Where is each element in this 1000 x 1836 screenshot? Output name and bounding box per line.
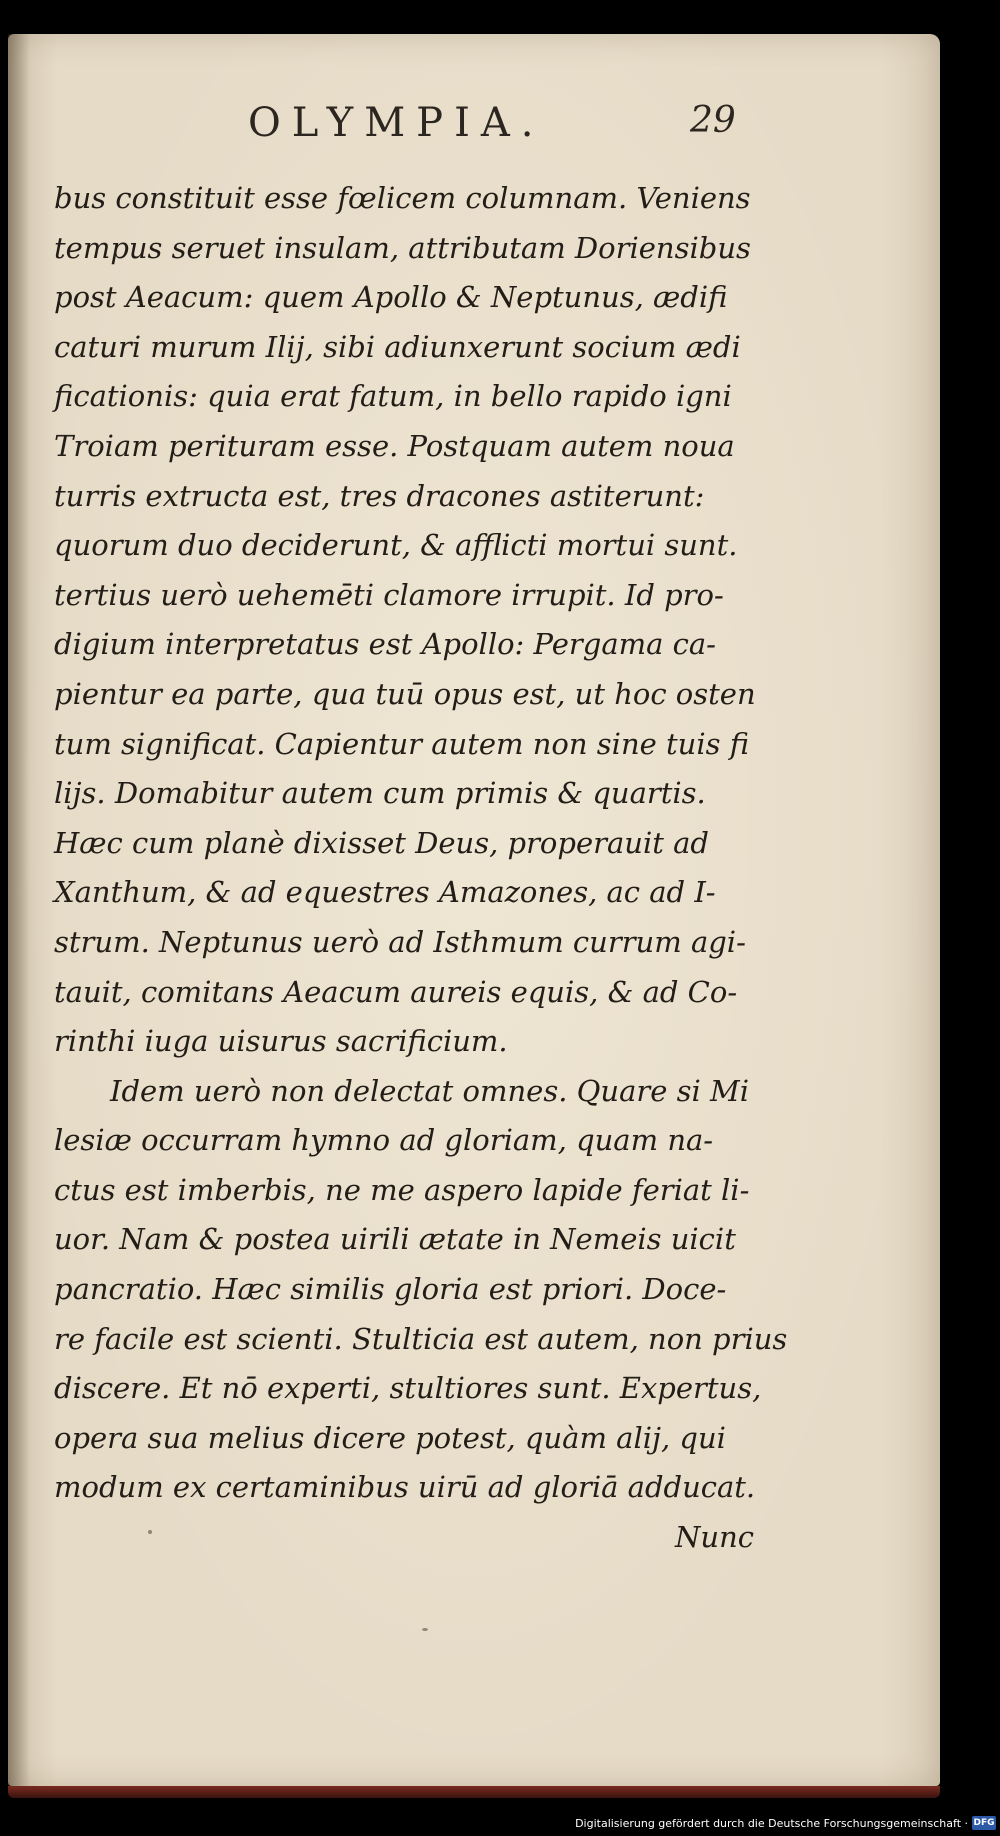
- spine-shadow: [8, 34, 30, 1786]
- body-text: [54, 174, 788, 1563]
- text-line: strum. Neptunus uerò ad Isthmum currum agi-: [54, 924, 746, 959]
- text-line: discere. Et nō experti, stultiores sunt. Expertus,: [54, 1371, 762, 1406]
- text-line: pancratio. Hæc similis gloria est priori. Doce-: [54, 1272, 727, 1307]
- text-line: quorum duo deciderunt, & afflicti mortui sunt.: [54, 528, 738, 563]
- text-line: uor. Nam & postea uirili ætate in Nemeis uicit: [54, 1222, 736, 1257]
- text-line: tum significat. Capientur autem non sine tuis fi: [54, 726, 750, 761]
- text-line: ctus est imberbis, ne me aspero lapide feriat li-: [54, 1172, 750, 1207]
- text-line: Hæc cum planè dixisset Deus, properauit ad: [54, 825, 709, 860]
- text-line: tauit, comitans Aeacum aureis equis, & ad Co-: [54, 974, 738, 1009]
- text-line: re facile est scienti. Stulticia est autem, non prius: [54, 1321, 788, 1356]
- text-line: modum ex certaminibus uirū ad gloriā adducat.: [54, 1470, 756, 1505]
- paper-speck: [148, 1530, 152, 1534]
- text-line: bus constituit esse fœlicem columnam. Veniens: [54, 181, 751, 215]
- text-line-paragraph-start: Idem uerò non delectat omnes. Quare si Mi: [110, 1073, 749, 1108]
- text-line: tempus seruet insulam, attributam Doriensibus: [54, 230, 751, 265]
- text-line: pientur ea parte, qua tuū opus est, ut hoc osten: [54, 676, 756, 711]
- text-line: Troiam perituram esse. Postquam autem noua: [54, 428, 735, 463]
- text-line: digium interpretatus est Apollo: Pergama ca-: [54, 627, 716, 662]
- text-line: caturi murum Ilij, sibi adiunxerunt socium ædi: [54, 329, 741, 364]
- paper-speck: [422, 1628, 428, 1631]
- running-head: [8, 100, 940, 160]
- footer-credit: Digitalisierung gefördert durch die Deutsche Forschungsgemeinschaft ·: [575, 1817, 968, 1830]
- book-page: [8, 34, 940, 1786]
- running-head-title: OLYMPIA.: [248, 100, 545, 146]
- text-line: post Aeacum: quem Apollo & Neptunus, ædifi: [54, 280, 728, 315]
- catchword: Nunc: [675, 1520, 754, 1555]
- text-line: turris extructa est, tres dracones astiterunt:: [54, 478, 705, 513]
- text-line: lijs. Domabitur autem cum primis & quartis.: [54, 776, 706, 811]
- page-number: 29: [690, 100, 736, 141]
- text-line: opera sua melius dicere potest, quàm alij, qui: [54, 1420, 726, 1455]
- dfg-logo-icon: DFG: [973, 1818, 995, 1828]
- text-line: rinthi iuga uisurus sacrificium.: [54, 1024, 508, 1059]
- page-bottom-edge: [8, 1786, 940, 1798]
- text-line: ficationis: quia erat fatum, in bello rapido igni: [54, 379, 732, 414]
- text-line: Xanthum, & ad equestres Amazones, ac ad I-: [54, 875, 716, 910]
- text-line: lesiæ occurram hymno ad gloriam, quam na-: [54, 1123, 714, 1158]
- text-line: tertius uerò uehemēti clamore irrupit. Id pro-: [54, 577, 724, 612]
